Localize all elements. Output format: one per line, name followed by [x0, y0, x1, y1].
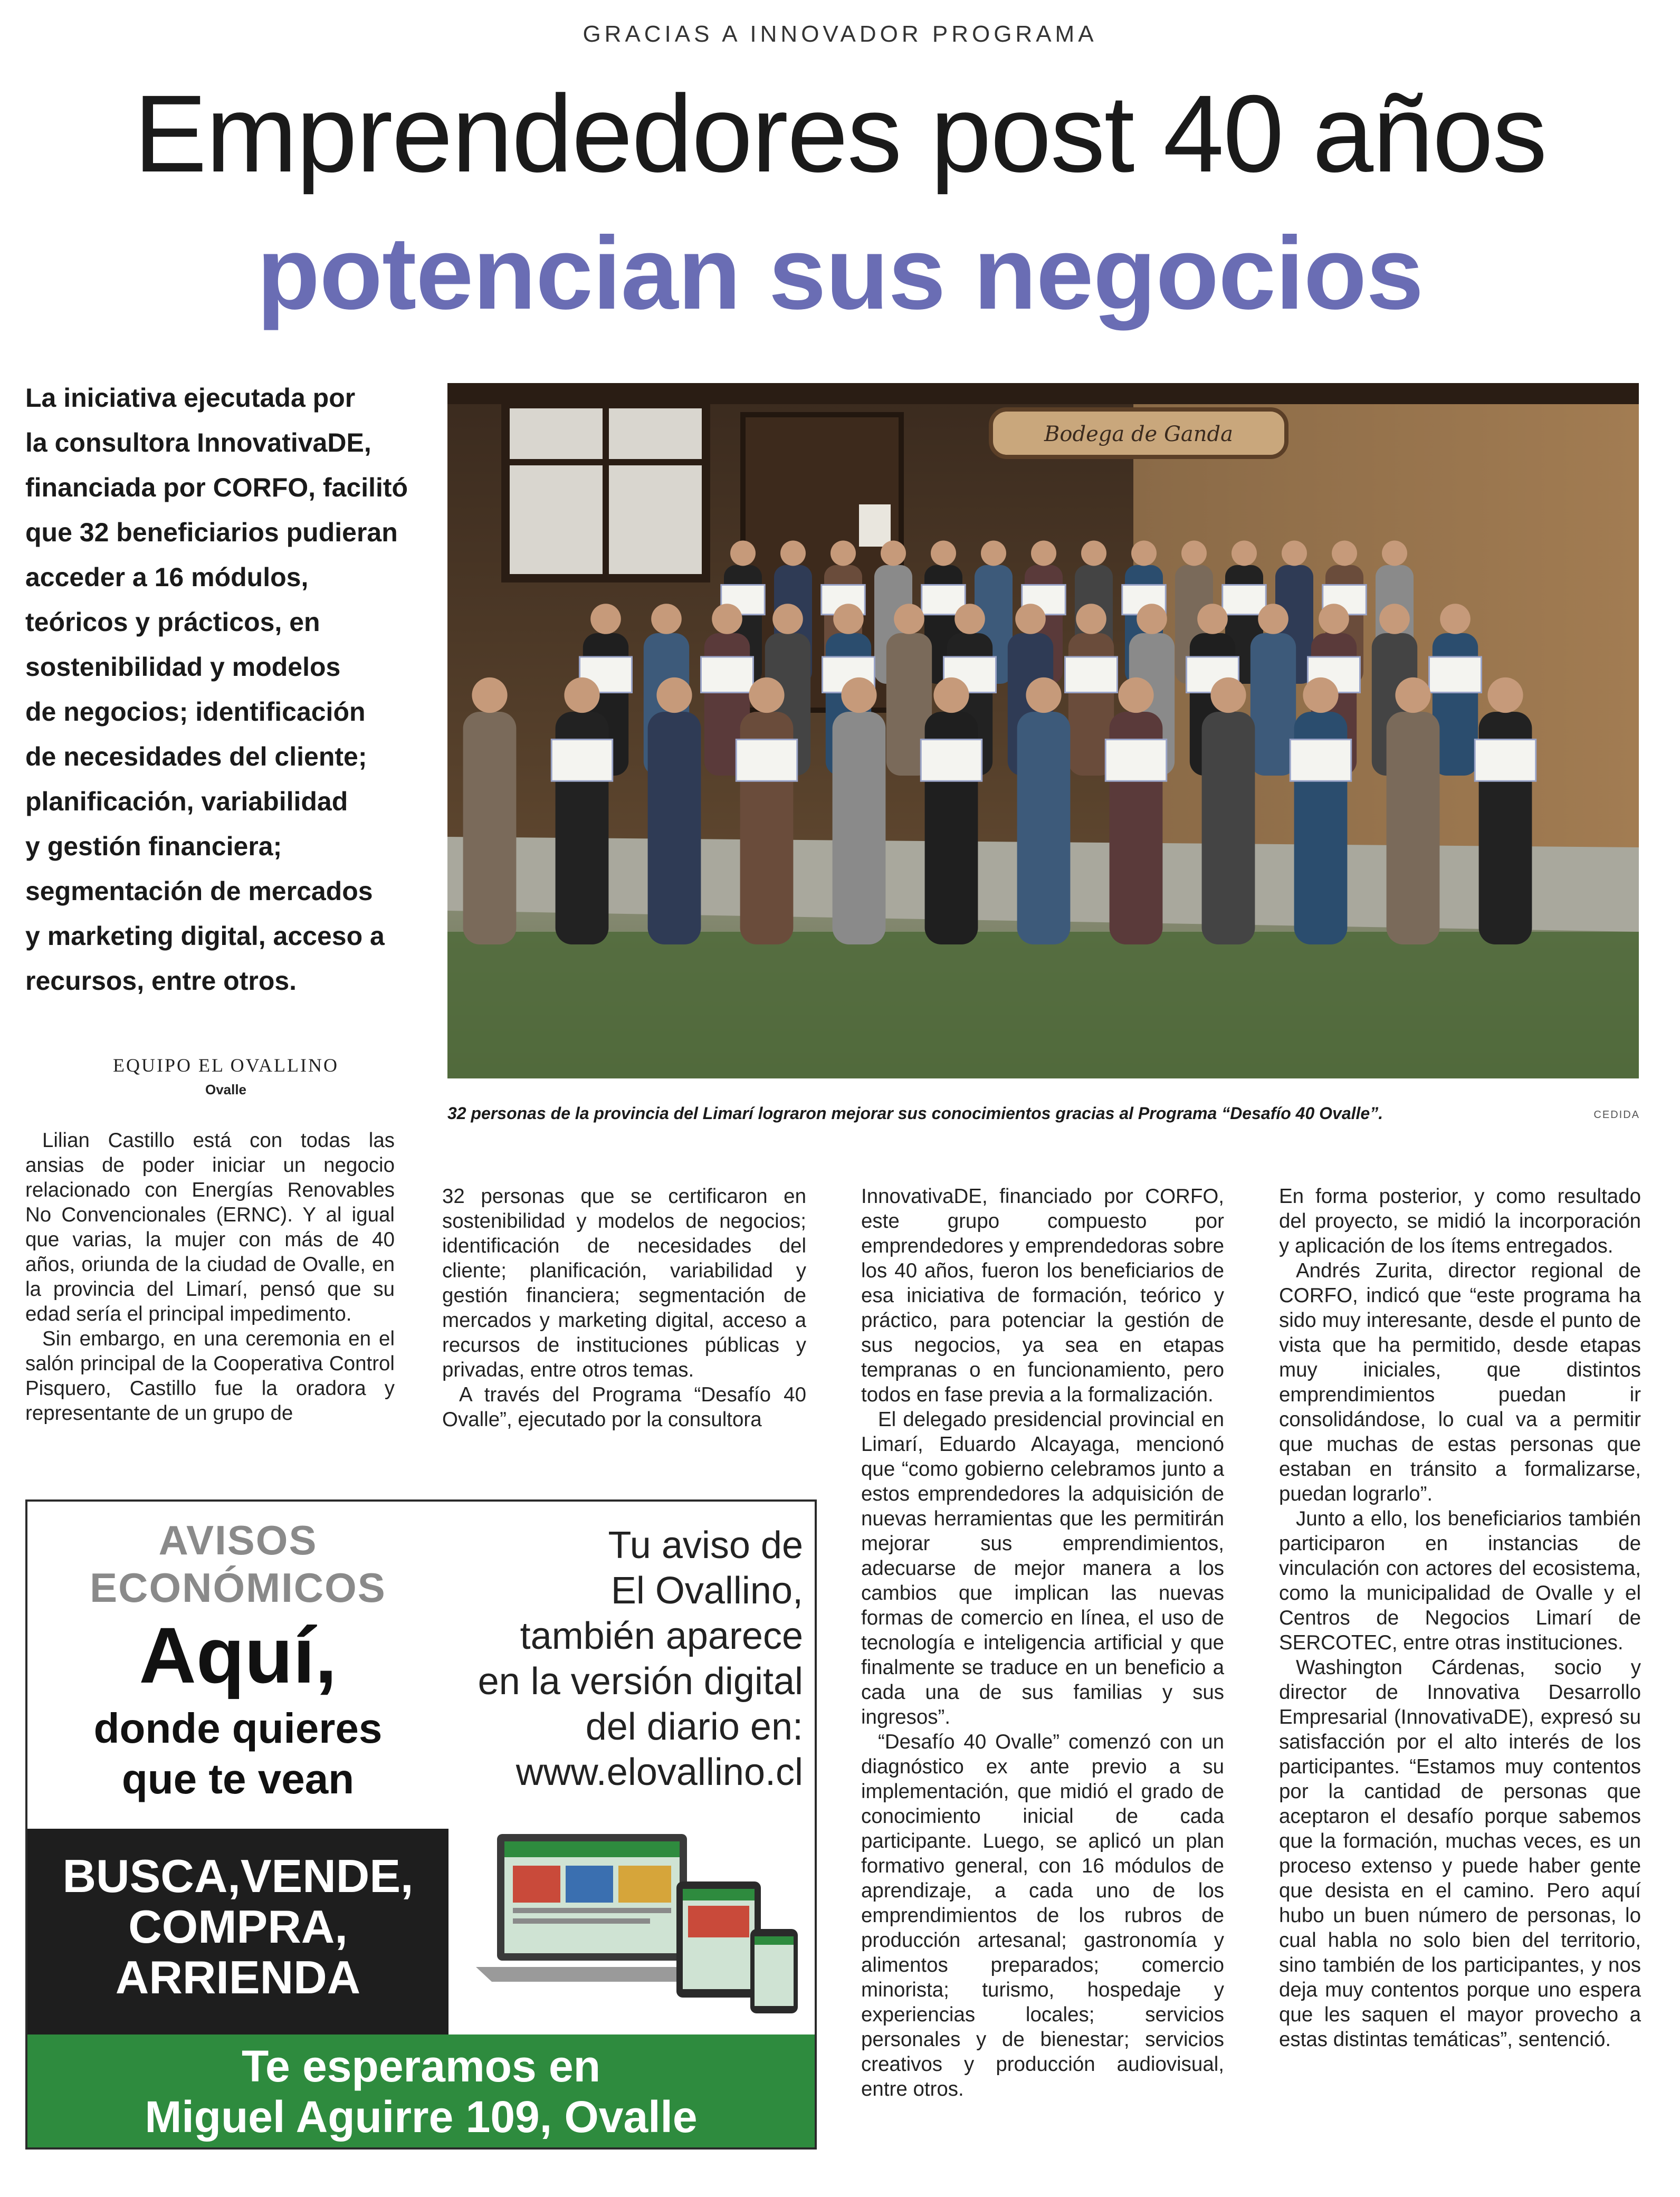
certificate: [921, 740, 982, 781]
person-head: [1319, 604, 1349, 634]
lead-line: de negocios; identificación: [25, 697, 366, 727]
ad-digital-line: Tu aviso de: [608, 1524, 803, 1566]
person-head: [954, 604, 985, 634]
person-head: [1232, 541, 1257, 566]
person-head: [931, 541, 956, 566]
paragraph: A través del Programa “Desafío 40 Ovalle”, ejecutado por la consultora: [442, 1383, 806, 1431]
ad-action-line: ARRIENDA: [115, 1951, 361, 2003]
lead-line: planificación, variabilidad: [25, 787, 348, 816]
certificate: [736, 740, 797, 781]
person-head: [472, 677, 507, 713]
byline-author: EQUIPO EL OVALLINO: [113, 1055, 339, 1076]
person-head: [1076, 604, 1106, 634]
person-head: [564, 677, 599, 713]
ad-address-line: Miguel Aguirre 109, Ovalle: [145, 2092, 698, 2142]
lead-line: y gestión financiera;: [25, 832, 282, 861]
person-head: [1197, 604, 1228, 634]
ad-address-block: [27, 2034, 815, 2147]
ad-website-link[interactable]: www.elovallino.cl: [516, 1751, 803, 1793]
certificate: [1223, 585, 1266, 615]
article-lead: [25, 376, 426, 1004]
ad-economicos: ECONÓMICOS: [90, 1564, 386, 1611]
person-head: [1282, 541, 1307, 566]
person-silhouette: [833, 712, 886, 944]
paragraph: Washington Cárdenas, socio y director de Innovativa Desarrollo Empresarial (InnovativaDE), expresó su satisfacción por el alto interés de los participantes. “Estamos muy contentos por la cantidad de personas que aceptaron el desafío porque sabemos que la formación, muchas veces, es un proceso extenso y puede haber gente que desista en el camino. Pero aquí hubo un buen número de personas, lo cual habla no solo bien del territorio, sino también de los participantes, y nos deja muy contentos porque uno espera que les saquen el mayor provecho a estas distintas temáticas”, sentenció.: [1279, 1656, 1641, 2051]
paragraph: El delegado presidencial provincial en Limarí, Eduardo Alcayaga, mencionó que “como gobierno celebramos junto a estos emprendedores la adquisición de nuevas herramientas que les permitirán mejorar sus emprendimientos, adecuarse de mejor manera a los cambios que implican las nuevas formas de comercio en línea, el uso de tecnología e inteligencia artificial y que finalmente se traduce en un beneficio a cada una de sus familias y sus ingresos”.: [861, 1408, 1224, 1728]
photo-caption: 32 personas de la provincia del Limarí lograron mejorar sus conocimientos gracias al Programa “Desafío 40 Ovalle”.: [447, 1104, 1383, 1123]
headline-line-1: Emprendedores post 40 años: [133, 73, 1547, 195]
certificate: [1475, 740, 1536, 781]
body-column-4: [1279, 1184, 1641, 2052]
person-silhouette: [463, 712, 517, 944]
lead-line: financiada por CORFO, facilitó: [25, 473, 408, 502]
ad-action-line: BUSCA,VENDE,: [62, 1850, 414, 1902]
person-head: [780, 541, 806, 566]
person-head: [1181, 541, 1207, 566]
body-column-1: [25, 1128, 395, 1426]
person-silhouette: [1387, 712, 1440, 944]
person-head: [1440, 604, 1471, 634]
certificate: [1105, 740, 1167, 781]
ad-digital-line: El Ovallino,: [610, 1570, 803, 1612]
person-head: [1332, 541, 1357, 566]
person-silhouette: [1202, 712, 1255, 944]
person-head: [1487, 677, 1523, 713]
person-head: [772, 604, 803, 634]
person-head: [730, 541, 756, 566]
ad-avisos-label: [27, 1516, 448, 1611]
body-column-2: [442, 1184, 806, 1432]
ad-action-line: COMPRA,: [128, 1900, 348, 1953]
person-silhouette: [1017, 712, 1071, 944]
ad-headline-block: [27, 1502, 448, 1829]
paragraph: En forma posterior, y como resultado del proyecto, se midió la incorporación y aplicación de los ítems entregados.: [1279, 1185, 1641, 1257]
ad-tagline-line: donde quieres: [93, 1705, 383, 1752]
lead-line: sostenibilidad y modelos: [25, 652, 341, 682]
person-head: [1031, 541, 1056, 566]
person-head: [841, 677, 876, 713]
ad-aqui: Aquí,: [139, 1611, 337, 1699]
certificate: [551, 740, 613, 781]
ad-tagline: [27, 1703, 448, 1804]
person-head: [1118, 677, 1153, 713]
paragraph: 32 personas que se certificaron en sostenibilidad y modelos de negocios; identificación de necesidades del cliente; planificación, variabilidad y gestión financiera; segmentación de mercados y marketing digital, acceso a recursos de instituciones públicas y privadas, entre otros temas.: [442, 1185, 806, 1381]
person-head: [1026, 677, 1061, 713]
lead-line: y marketing digital, acceso a: [25, 921, 385, 951]
lead-line: de necesidades del cliente;: [25, 742, 367, 771]
lead-line: que 32 beneficiarios pudieran: [25, 518, 398, 547]
person-head: [1015, 604, 1046, 634]
byline-place: Ovalle: [205, 1082, 247, 1097]
lead-line: teóricos y prácticos, en: [25, 607, 320, 637]
paragraph: Lilian Castillo está con todas las ansias de poder iniciar un negocio relacionado con Energías Renovables No Convencionales (ERNC). Y al igual que varias, la mujer con más de 40 años, oriunda de la ciudad de Ovalle, en la provincia del Limarí, pensó que su edad sería el principal impedimento.: [25, 1129, 395, 1325]
person-head: [1379, 604, 1410, 634]
paragraph: “Desafío 40 Ovalle” comenzó con un diagnóstico ex ante previo a su implementación, que midió el grado de conocimiento inicial de cada participante. Luego, se aplicó un plan formativo general, con 16 módulos de aprendizaje, a cada uno de los emprendimientos de los rubros de producción artesanal; gastronomía y alimentos preparados; comercio minorista; turismo, hospedaje y experiencias locales; servicios personales y de bienestar; servicios creativos y producción audiovisual, entre otros.: [861, 1731, 1224, 2100]
paragraph: Sin embargo, en una ceremonia en el salón principal de la Cooperativa Control Pisquero, Castillo fue la oradora y representante de un grupo de: [25, 1327, 395, 1425]
body-column-3: [861, 1184, 1224, 2102]
lead-line: segmentación de mercados: [25, 876, 373, 906]
paragraph: Andrés Zurita, director regional de CORFO, indicó que “este programa ha sido muy interesante, desde el punto de vista que ha permitido, desde etapas muy iniciales, que distintos emprendimientos puedan ir consolidándose, lo cual va a permitir que muchas de estas personas que estaban en tránsito a formalizarse, puedan lograrlo”.: [1279, 1259, 1641, 1505]
person-head: [1258, 604, 1288, 634]
ad-address-line: Te esperamos en: [241, 2041, 601, 2091]
ad-tagline-line: que te vean: [121, 1755, 355, 1802]
lead-line: la consultora InnovativaDE,: [25, 428, 371, 457]
ad-digital-line: en la versión digital: [478, 1660, 803, 1703]
photo-credit: CEDIDA: [1593, 1109, 1640, 1121]
lead-line: recursos, entre otros.: [25, 966, 297, 996]
person-head: [712, 604, 742, 634]
person-head: [1395, 677, 1430, 713]
person-head: [749, 677, 784, 713]
person-silhouette: [648, 712, 701, 944]
certificate: [1429, 657, 1482, 693]
classifieds-ad: [25, 1499, 817, 2150]
paragraph: InnovativaDE, financiado por CORFO, este grupo compuesto por emprendedores y emprendedoras sobre los 40 años, fueron los beneficiarios de esa iniciativa de formación, teórico y práctico, para potenciar la gestión de sus negocios, ya sea en etapas tempranas o en funcionamiento, pero todos en fase previa a la formalización.: [861, 1185, 1224, 1406]
paragraph: Junto a ello, los beneficiarios también participaron en instancias de vinculación con actores del ecosistema, como la municipalidad de Ovalle y el Centros de Negocios Limarí de SERCOTEC, entre otras instituciones.: [1279, 1507, 1641, 1654]
ad-actions-block: [27, 1829, 448, 2034]
certificate: [1290, 740, 1351, 781]
group-photo: [447, 383, 1639, 1078]
person-head: [981, 541, 1006, 566]
ad-digital-notice: [460, 1523, 803, 1795]
person-head: [933, 677, 969, 713]
person-head: [881, 541, 906, 566]
person-head: [651, 604, 682, 634]
photo-sign-text: Bodega de Ganda: [1044, 422, 1233, 446]
ad-digital-line: del diario en:: [585, 1706, 803, 1748]
person-head: [1081, 541, 1106, 566]
ad-digital-line: también aparece: [520, 1615, 803, 1657]
person-head: [894, 604, 924, 634]
person-head: [656, 677, 692, 713]
person-head: [590, 604, 621, 634]
person-head: [1137, 604, 1167, 634]
person-head: [833, 604, 864, 634]
article-kicker: GRACIAS A INNOVADOR PROGRAMA: [583, 21, 1097, 47]
headline-line-2: potencian sus negocios: [256, 215, 1424, 331]
person-head: [1210, 677, 1246, 713]
group-photo-illustration: [447, 383, 1639, 1078]
person-head: [831, 541, 856, 566]
person-head: [1382, 541, 1407, 566]
person-head: [1131, 541, 1157, 566]
person-head: [1303, 677, 1338, 713]
lead-line: acceder a 16 módulos,: [25, 562, 309, 592]
devices-icon: [476, 1823, 803, 2024]
certificate: [1065, 657, 1118, 693]
certificate: [701, 657, 753, 693]
lead-line: La iniciativa ejecutada por: [25, 383, 356, 413]
person-silhouette: [1251, 633, 1296, 776]
ad-avisos: AVISOS: [158, 1517, 318, 1563]
